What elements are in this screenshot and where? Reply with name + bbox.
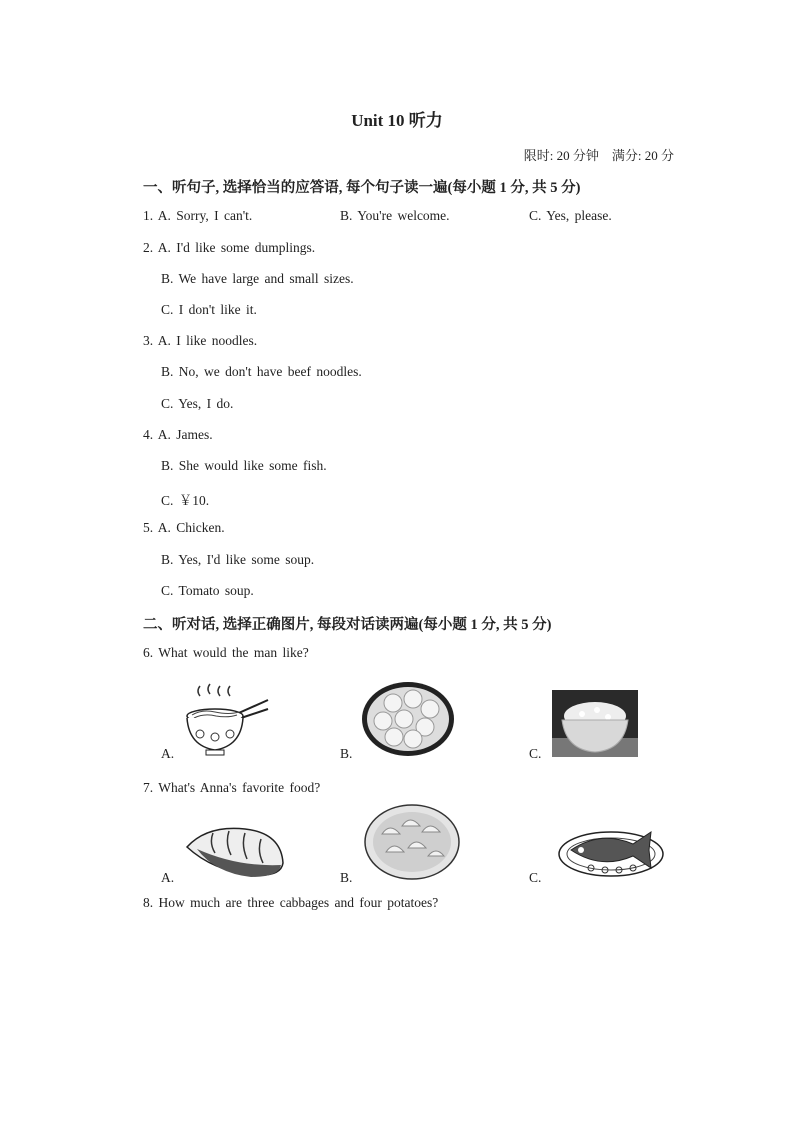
q1-option-c: C. Yes, please. [529, 208, 612, 223]
q7-label-a: A. [161, 870, 175, 885]
section-2-heading: 二、听对话, 选择正确图片, 每段对话读两遍(每小题 1 分, 共 5 分) [143, 617, 552, 633]
q6-label-c: C. [529, 746, 542, 761]
fish-plate-icon [557, 824, 665, 879]
rice-bowl-icon [552, 690, 638, 757]
q8-question: 8. How much are three cabbages and four potatoes? [143, 895, 439, 910]
q1-option-b: B. You're welcome. [340, 208, 450, 223]
q4-option-c: C. ￥10. [161, 493, 210, 508]
q7-label-c: C. [529, 870, 542, 885]
q3-option-a: 3. A. I like noodles. [143, 333, 258, 348]
q4-option-a: 4. A. James. [143, 427, 213, 442]
q4-option-b: B. She would like some fish. [161, 458, 327, 473]
q5-option-a: 5. A. Chicken. [143, 520, 225, 535]
q2-option-b: B. We have large and small sizes. [161, 271, 354, 286]
q2-option-c: C. I don't like it. [161, 302, 257, 317]
q6-question: 6. What would the man like? [143, 645, 309, 660]
q7-question: 7. What's Anna's favorite food? [143, 780, 321, 795]
q5-option-c: C. Tomato soup. [161, 583, 254, 598]
bread-loaf-icon [183, 825, 287, 879]
q3-option-b: B. No, we don't have beef noodles. [161, 364, 362, 379]
q3-option-c: C. Yes, I do. [161, 396, 234, 411]
q7-label-b: B. [340, 870, 353, 885]
noodle-bowl-icon [180, 682, 272, 757]
q1-option-a: 1. A. Sorry, I can't. [143, 208, 253, 223]
section-1-heading: 一、听句子, 选择恰当的应答语, 每个句子读一遍(每小题 1 分, 共 5 分) [143, 180, 581, 196]
time-limit: 限时: 20 分钟 满分: 20 分 [523, 148, 674, 163]
q2-option-a: 2. A. I'd like some dumplings. [143, 240, 316, 255]
steamed-buns-plate-icon [361, 681, 455, 757]
q6-label-a: A. [161, 746, 175, 761]
q6-label-b: B. [340, 746, 353, 761]
page-title: Unit 10 听力 [351, 111, 443, 130]
dumplings-plate-icon [364, 804, 461, 880]
q5-option-b: B. Yes, I'd like some soup. [161, 552, 315, 567]
